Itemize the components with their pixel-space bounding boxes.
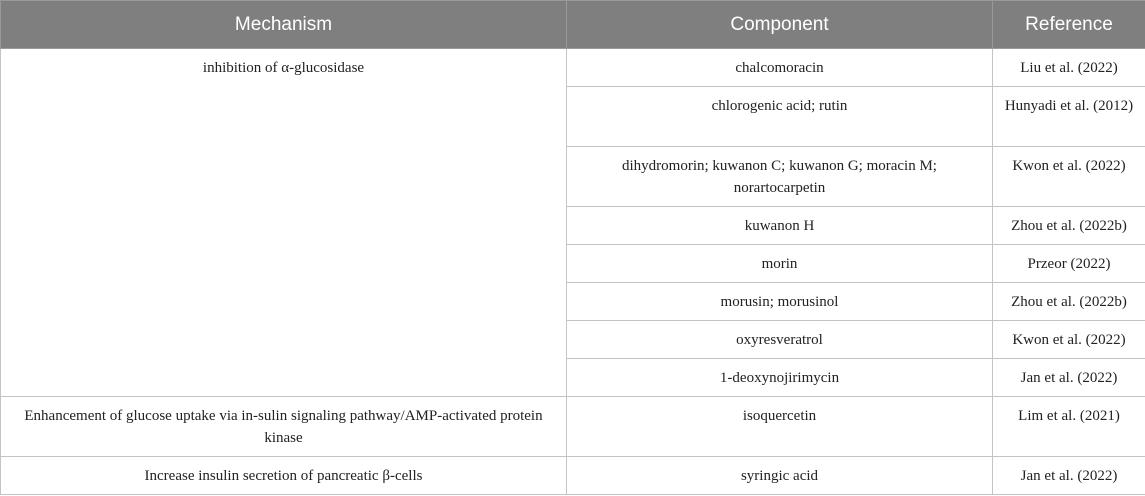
reference-cell: Liu et al. (2022): [993, 49, 1145, 87]
reference-cell: Lim et al. (2021): [993, 397, 1145, 457]
component-cell: morin: [567, 245, 993, 283]
component-cell: syringic acid: [567, 457, 993, 495]
component-cell: dihydromorin; kuwanon C; kuwanon G; moracin M; norartocarpetin: [567, 147, 993, 207]
reference-cell: Kwon et al. (2022): [993, 321, 1145, 359]
reference-cell: Kwon et al. (2022): [993, 147, 1145, 207]
component-cell: isoquercetin: [567, 397, 993, 457]
reference-cell: Hunyadi et al. (2012): [993, 87, 1145, 147]
reference-cell: Przeor (2022): [993, 245, 1145, 283]
component-cell: kuwanon H: [567, 207, 993, 245]
component-cell: chlorogenic acid; rutin: [567, 87, 993, 147]
header-row: [1, 1, 1145, 49]
header-component: Component: [567, 1, 993, 49]
component-cell: chalcomoracin: [567, 49, 993, 87]
table-row: [1, 397, 1145, 457]
reference-cell: Jan et al. (2022): [993, 457, 1145, 495]
mechanism-cell: Increase insulin secretion of pancreatic β-cells: [1, 457, 567, 495]
reference-cell: Zhou et al. (2022b): [993, 283, 1145, 321]
component-cell: 1-deoxynojirimycin: [567, 359, 993, 397]
table-row: [1, 457, 1145, 495]
mechanism-cell: inhibition of α-glucosidase: [1, 49, 567, 397]
header-mechanism: Mechanism: [1, 1, 567, 49]
table-row: [1, 49, 1145, 87]
reference-cell: Zhou et al. (2022b): [993, 207, 1145, 245]
mechanism-cell: Enhancement of glucose uptake via in-sulin signaling pathway/AMP-activated protein kinase: [1, 397, 567, 457]
component-cell: morusin; morusinol: [567, 283, 993, 321]
component-cell: oxyresveratrol: [567, 321, 993, 359]
reference-cell: Jan et al. (2022): [993, 359, 1145, 397]
header-reference: Reference: [993, 1, 1145, 49]
